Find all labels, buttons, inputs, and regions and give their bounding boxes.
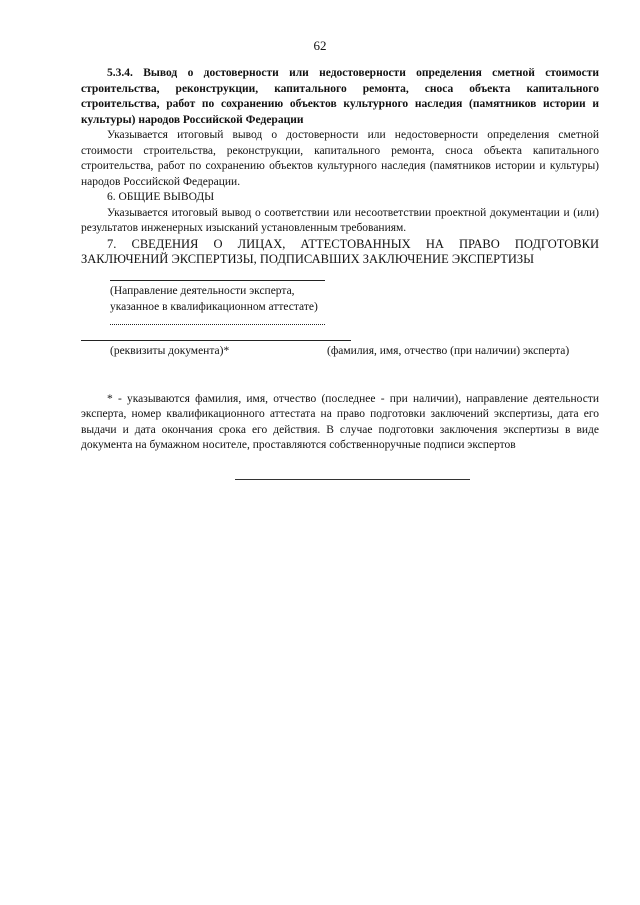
page-number: 62 (313, 38, 327, 53)
direction-dotted-line (110, 324, 325, 325)
section-7-heading: 7. СВЕДЕНИЯ О ЛИЦАХ, АТТЕСТОВАННЫХ НА ПРАВО ПОДГОТОВКИ ЗАКЛЮЧЕНИЙ ЭКСПЕРТИЗЫ, ПОДПИСАВШИХ ЗАКЛЮЧЕНИЕ ЭКСПЕРТИЗЫ (81, 236, 599, 266)
end-of-document-line (235, 479, 470, 480)
document-body (81, 66, 599, 465)
section-6-body: Указывается итоговый вывод о соответствии или несоответствии проектной документации и (или) результатов инженерных изысканий установленным требованиям. (81, 206, 599, 234)
signature-block (81, 272, 599, 392)
footnote: * - указываются фамилия, имя, отчество (последнее - при наличии), направление деятельности эксперта, номер квалификационного аттестата на право подготовки заключений экспертизы, дата его выдачи и дата окончания срока его действия. В случае подготовки заключения экспертизы в виде документа на бумажном носителе, проставляются собственноручные подписи экспертов (81, 392, 599, 451)
expert-name-label: (фамилия, имя, отчество (при наличии) эксперта) (327, 344, 570, 357)
section-534-heading: 5.3.4. Вывод о достоверности или недостоверности определения сметной стоимости строительства, реконструкции, капитального ремонта, сноса объекта капитального строительства, работ по сохранению объектов культурного наследия (памятников истории и культуры) народов Российской Федерации (81, 67, 599, 126)
expert-direction-label-line2: указанное в квалификационном аттестате) (110, 300, 318, 313)
section-6-heading: 6. ОБЩИЕ ВЫВОДЫ (107, 191, 215, 203)
requisites-signature-line (81, 340, 351, 341)
direction-signature-line (110, 280, 325, 281)
document-requisites-label: (реквизиты документа)* (110, 344, 230, 357)
expert-direction-label-line1: (Направление деятельности эксперта, (110, 284, 295, 297)
section-534-body: Указывается итоговый вывод о достоверности или недостоверности определения сметной стоимости строительства, реконструкции, капитального ремонта, сноса объекта капитального строительства, работ по сохранению объектов культурного наследия (памятников истории и культуры) народов Российской Федерации. (81, 129, 599, 188)
